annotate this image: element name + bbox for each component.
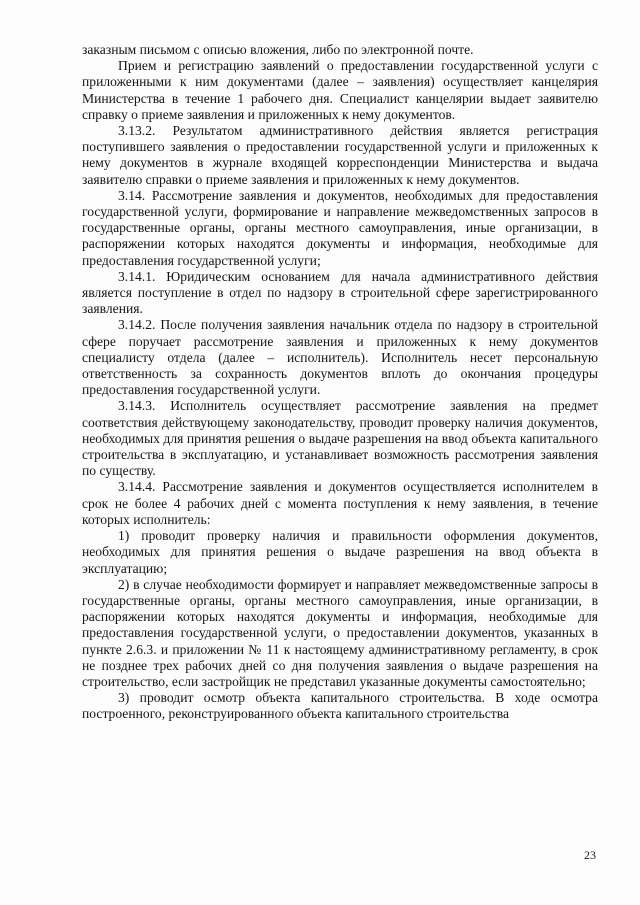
paragraph-reception: Прием и регистрацию заявлений о предоставлении государственной услуги с приложенными к ним документами (далее – заявления) осуществляет канцелярия Министерства в течение 1 рабочего дня. Специалист канцелярии выдает заявителю справку о приеме заявления и приложенных к нему документов. [82, 58, 598, 122]
list-item-1: 1) проводит проверку наличия и правильности оформления документов, необходимых для принятия решения о выдаче разрешения на ввод объекта в эксплуатацию; [82, 528, 598, 576]
paragraph-3-14: 3.14. Рассмотрение заявления и документов, необходимых для предоставления государственной услуги, формирование и направление межведомственных запросов в государственные органы, органы местного самоуправления, иные организации, в распоряжении которых находятся документы и информация, необходимые для предоставления государственной услуги; [82, 187, 598, 268]
paragraph-3-14-4: 3.14.4. Рассмотрение заявления и документов осуществляется исполнителем в срок не более 4 рабочих дней с момента поступления к нему заявления, в течение которых исполнитель: [82, 479, 598, 527]
document-body [82, 42, 598, 723]
paragraph-continuation: заказным письмом с описью вложения, либо по электронной почте. [82, 42, 474, 57]
page-number: 23 [584, 848, 596, 862]
list-item-3: 3) проводит осмотр объекта капитального строительства. В ходе осмотра построенного, реконструированного объекта капитального строительства [82, 690, 598, 722]
paragraph-3-14-2: 3.14.2. После получения заявления начальник отдела по надзору в строительной сфере поручает рассмотрение заявления и приложенных к нему документов специалисту отдела (далее – исполнитель). Исполнитель несет персональную ответственность за сохранность документов вплоть до окончания процедуры предоставления государственной услуги. [82, 317, 598, 398]
paragraph-3-14-3: 3.14.3. Исполнитель осуществляет рассмотрение заявления на предмет соответствия действующему законодательству, проводит проверку наличия документов, необходимых для принятия решения о выдаче разрешения на ввод объекта капитального строительства в эксплуатацию, и устанавливает возможность рассмотрения заявления по существу. [82, 398, 598, 479]
paragraph-3-13-2: 3.13.2. Результатом административного действия является регистрация поступившего заявления о предоставлении государственной услуги и приложенных к нему документов в журнале входящей корреспонденции Министерства и выдача заявителю справки о приеме заявления и приложенных к нему документов. [82, 123, 598, 187]
paragraph-3-14-1: 3.14.1. Юридическим основанием для начала административного действия является поступление в отдел по надзору в строительной сфере зарегистрированного заявления. [82, 268, 598, 317]
list-item-2: 2) в случае необходимости формирует и направляет межведомственные запросы в государственные органы, органы местного самоуправления, иные организации, в распоряжении которых находятся документы и информация, необходимые для предоставления государственной услуги, о предоставлении документов, указанных в пункте 2.6.3. и приложении № 11 к настоящему административному регламенту, в срок не позднее трех рабочих дней со дня получения заявления о выдаче разрешения на строительство, если застройщик не представил указанные документы самостоятельно; [82, 576, 598, 689]
